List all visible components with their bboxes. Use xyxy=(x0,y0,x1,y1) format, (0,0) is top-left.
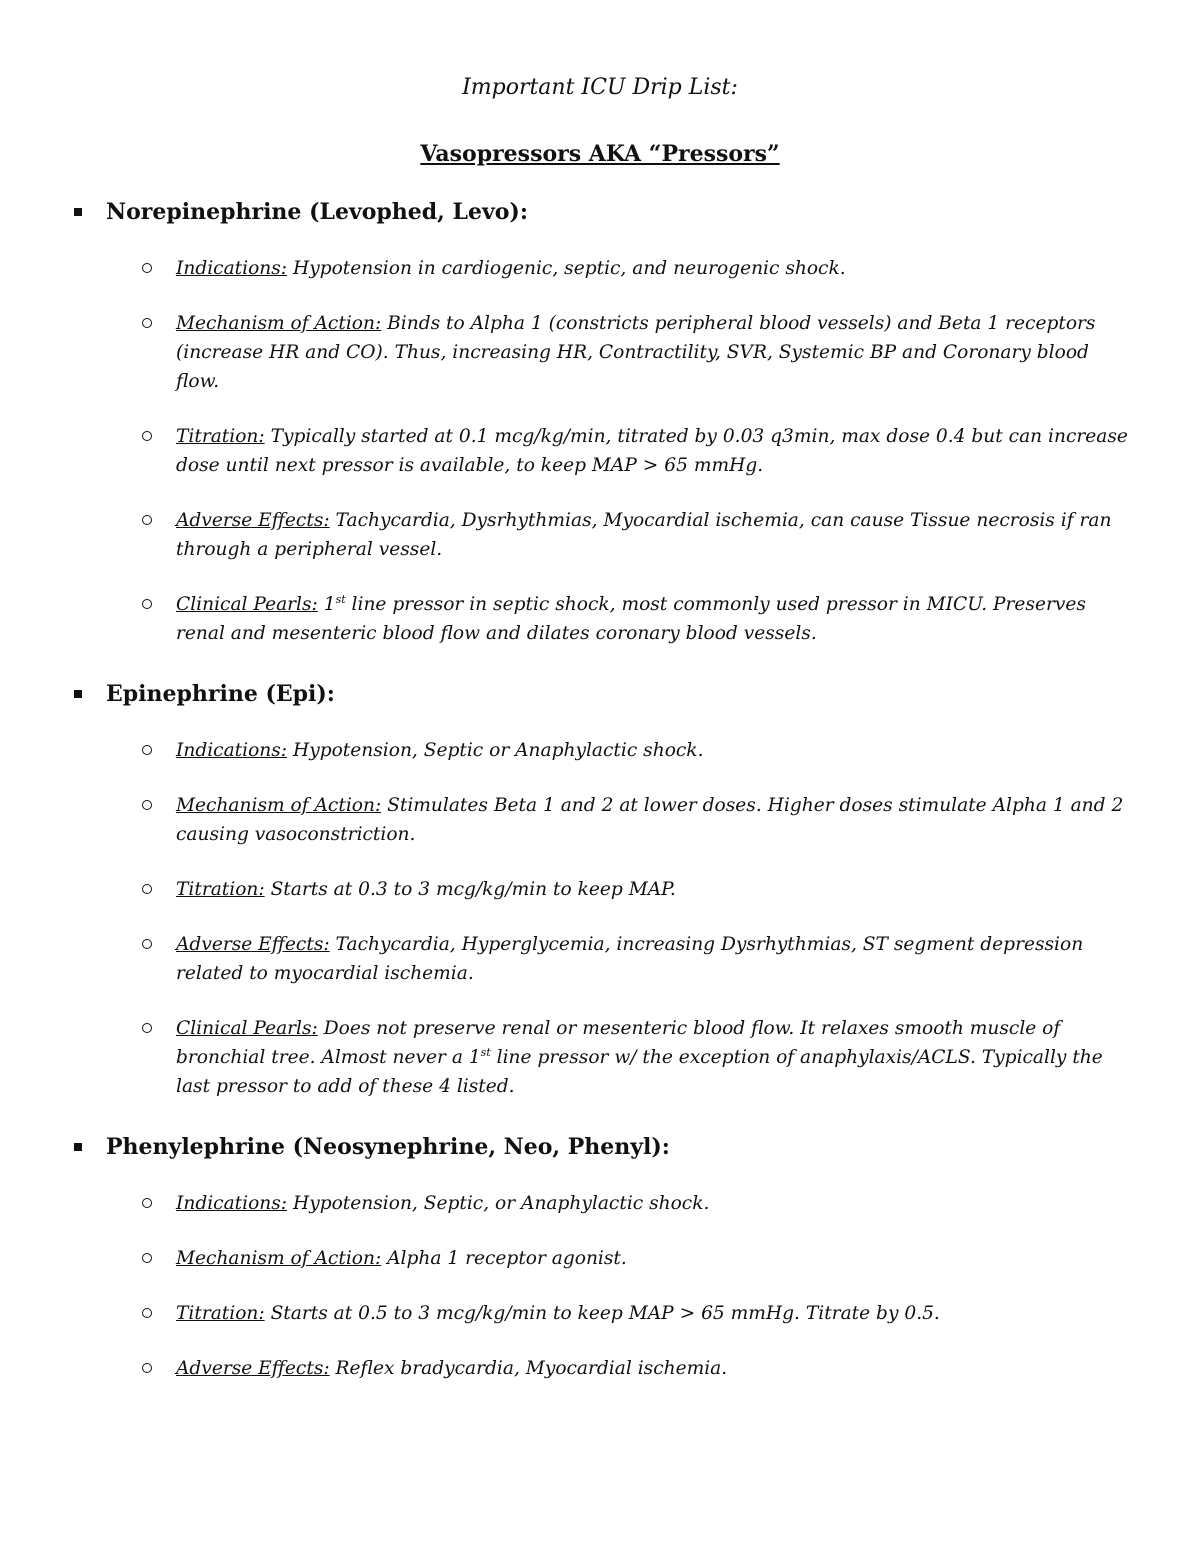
mechanism-text: Binds to Alpha 1 (constricts peripheral blood vessels) and Beta 1 receptors (increase HR and CO). Thus, increasing HR, Contractility, SVR, Systemic BP and Coronary blood flow. xyxy=(176,313,1096,392)
mechanism-item xyxy=(0,1244,1200,1273)
circle-bullet-icon xyxy=(142,599,152,609)
ordinal-suffix: st xyxy=(480,1045,491,1059)
indications-text: Hypotension, Septic or Anaphylactic shock. xyxy=(287,740,704,761)
drug-details xyxy=(0,736,1200,1101)
section-heading: Vasopressors AKA “Pressors” xyxy=(420,141,780,167)
titration-item xyxy=(0,422,1200,480)
indications-item xyxy=(0,736,1200,765)
circle-bullet-icon xyxy=(142,318,152,328)
drug-details xyxy=(0,254,1200,648)
mechanism-text: Alpha 1 receptor agonist. xyxy=(381,1248,627,1269)
titration-label: Titration: xyxy=(176,1303,265,1324)
indications-text: Hypotension, Septic, or Anaphylactic shock. xyxy=(287,1193,710,1214)
circle-bullet-icon xyxy=(142,939,152,949)
titration-label: Titration: xyxy=(176,879,265,900)
clinical-pearls-text: 1 xyxy=(317,594,336,615)
drug-name: Phenylephrine (Neosynephrine, Neo, Phenyl): xyxy=(106,1134,670,1160)
drug-header xyxy=(0,196,1200,228)
mechanism-text: Stimulates Beta 1 and 2 at lower doses. Higher doses stimulate Alpha 1 and 2 causing vasoconstriction. xyxy=(176,795,1124,845)
adverse-effects-item xyxy=(0,930,1200,988)
circle-bullet-icon xyxy=(142,263,152,273)
adverse-effects-label: Adverse Effects: xyxy=(176,934,330,955)
circle-bullet-icon xyxy=(142,1363,152,1373)
titration-item xyxy=(0,875,1200,904)
adverse-effects-label: Adverse Effects: xyxy=(176,510,330,531)
mechanism-label: Mechanism of Action: xyxy=(176,795,382,816)
titration-text: Starts at 0.5 to 3 mcg/kg/min to keep MAP > 65 mmHg. Titrate by 0.5. xyxy=(264,1303,940,1324)
adverse-effects-label: Adverse Effects: xyxy=(176,1358,330,1379)
drug-name: Norepinephrine (Levophed, Levo): xyxy=(106,199,528,225)
clinical-pearls-text-cont: line pressor in septic shock, most commonly used pressor in MICU. Preserves renal and mesenteric blood flow and dilates coronary blood vessels. xyxy=(176,594,1086,644)
adverse-effects-text: Tachycardia, Hyperglycemia, increasing Dysrhythmias, ST segment depression related to myocardial ischemia. xyxy=(176,934,1084,984)
adverse-effects-item xyxy=(0,1354,1200,1383)
ordinal-suffix: st xyxy=(335,592,346,606)
square-bullet-icon xyxy=(74,690,82,698)
adverse-effects-text: Reflex bradycardia, Myocardial ischemia. xyxy=(329,1358,728,1379)
square-bullet-icon xyxy=(74,1143,82,1151)
adverse-effects-item xyxy=(0,506,1200,564)
circle-bullet-icon xyxy=(142,515,152,525)
titration-label: Titration: xyxy=(176,426,265,447)
clinical-pearls-item xyxy=(0,1014,1200,1101)
circle-bullet-icon xyxy=(142,1198,152,1208)
indications-label: Indications: xyxy=(176,1193,288,1214)
circle-bullet-icon xyxy=(142,1308,152,1318)
titration-text: Starts at 0.3 to 3 mcg/kg/min to keep MAP. xyxy=(264,879,676,900)
indications-item xyxy=(0,254,1200,283)
clinical-pearls-text: Does not preserve renal or mesenteric blood flow. It relaxes smooth muscle of bronchial tree. Almost never a 1 xyxy=(176,1018,1061,1068)
drug-entry-norepinephrine xyxy=(0,196,1200,648)
drug-entry-epinephrine xyxy=(0,678,1200,1101)
indications-label: Indications: xyxy=(176,258,288,279)
drug-details xyxy=(0,1189,1200,1383)
circle-bullet-icon xyxy=(142,1023,152,1033)
mechanism-label: Mechanism of Action: xyxy=(176,1248,382,1269)
circle-bullet-icon xyxy=(142,800,152,810)
clinical-pearls-label: Clinical Pearls: xyxy=(176,1018,318,1039)
document-title: Important ICU Drip List: xyxy=(462,75,738,100)
clinical-pearls-text-cont: line pressor w/ the exception of anaphylaxis/ACLS. Typically the last pressor to add of these 4 listed. xyxy=(176,1047,1103,1097)
circle-bullet-icon xyxy=(142,1253,152,1263)
drug-name: Epinephrine (Epi): xyxy=(106,681,335,707)
titration-text: Typically started at 0.1 mcg/kg/min, titrated by 0.03 q3min, max dose 0.4 but can increase dose until next pressor is available, to keep MAP > 65 mmHg. xyxy=(176,426,1128,476)
drug-list xyxy=(0,196,1200,1413)
indications-item xyxy=(0,1189,1200,1218)
mechanism-item xyxy=(0,309,1200,396)
drug-entry-phenylephrine xyxy=(0,1131,1200,1383)
indications-text: Hypotension in cardiogenic, septic, and neurogenic shock. xyxy=(287,258,846,279)
clinical-pearls-item xyxy=(0,590,1200,648)
circle-bullet-icon xyxy=(142,884,152,894)
indications-label: Indications: xyxy=(176,740,288,761)
circle-bullet-icon xyxy=(142,745,152,755)
drug-header xyxy=(0,1131,1200,1163)
clinical-pearls-label: Clinical Pearls: xyxy=(176,594,318,615)
titration-item xyxy=(0,1299,1200,1328)
drug-header xyxy=(0,678,1200,710)
mechanism-label: Mechanism of Action: xyxy=(176,313,382,334)
mechanism-item xyxy=(0,791,1200,849)
adverse-effects-text: Tachycardia, Dysrhythmias, Myocardial ischemia, can cause Tissue necrosis if ran through a peripheral vessel. xyxy=(176,510,1112,560)
circle-bullet-icon xyxy=(142,431,152,441)
square-bullet-icon xyxy=(74,208,82,216)
